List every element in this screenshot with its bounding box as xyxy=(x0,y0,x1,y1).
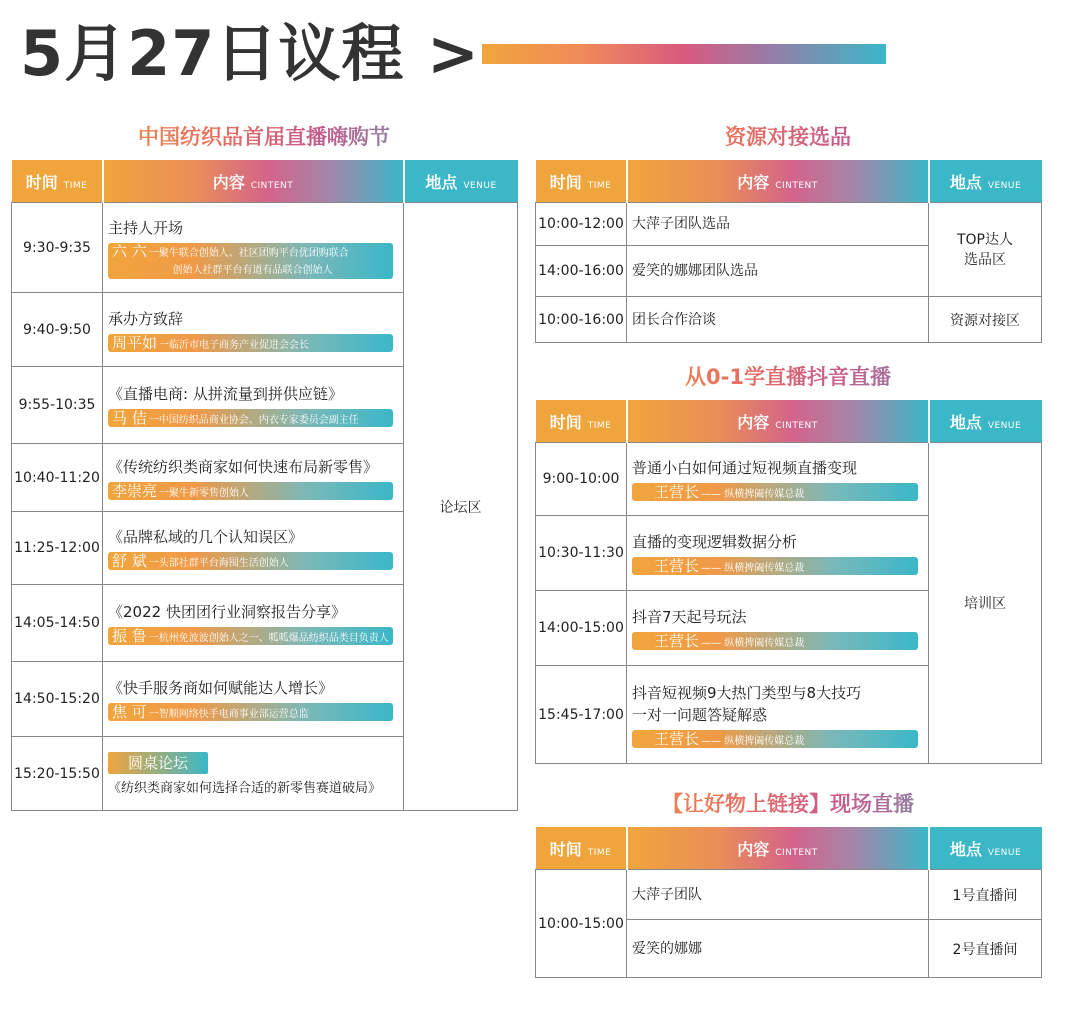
session-time: 10:00-16:00 xyxy=(536,297,627,343)
header-content: 内容 CINTENT xyxy=(627,827,929,870)
session-time: 11:25-12:00 xyxy=(12,512,103,585)
training-heading: 从0-1学直播抖音直播 xyxy=(535,361,1041,391)
session-time: 14:50-15:20 xyxy=(12,662,103,737)
speaker-badge: 王营长 —— 纵横捭阖传媒总裁 xyxy=(632,730,918,748)
session-time: 9:30-9:35 xyxy=(12,203,103,293)
forum-table xyxy=(11,160,518,811)
roundtable-tag: 圆桌论坛 xyxy=(108,752,208,774)
session-content xyxy=(627,443,929,516)
session-content xyxy=(103,367,404,444)
header-time: 时间 TIME xyxy=(536,400,627,443)
session-content: 团长合作洽谈 xyxy=(627,297,929,343)
session-content: 爱笑的娜娜团队选品 xyxy=(627,246,929,297)
table-row xyxy=(536,297,1042,343)
speaker-badge: 王营长 —— 纵横捭阖传媒总裁 xyxy=(632,483,918,501)
session-time: 10:40-11:20 xyxy=(12,444,103,512)
session-title: 普通小白如何通过短视频直播变现 xyxy=(632,459,858,477)
live-table xyxy=(535,827,1042,978)
speaker-badge: 马 佶 一中国纺织品商业协会、内衣专家委员会副主任 xyxy=(108,409,393,427)
session-content xyxy=(103,512,404,585)
session-content: 大萍子团队选品 xyxy=(627,203,929,246)
session-title: 主持人开场 xyxy=(108,218,184,237)
session-title: 《品牌私域的几个认知误区》 xyxy=(108,528,304,546)
live-venue: 2号直播间 xyxy=(929,920,1042,978)
resource-table xyxy=(535,160,1042,343)
session-time: 10:30-11:30 xyxy=(536,516,627,591)
forum-venue: 论坛区 xyxy=(404,203,518,811)
live-venue: 1号直播间 xyxy=(929,870,1042,920)
session-title-2: 一对一问题答疑解惑 xyxy=(632,705,768,724)
title-gradient-bar xyxy=(482,44,886,64)
session-content xyxy=(103,662,404,737)
session-title: 《2022 快团团行业洞察报告分享》 xyxy=(108,603,346,621)
table-row xyxy=(536,443,1042,516)
header-venue: 地点 VENUE xyxy=(929,160,1042,203)
resource-venue: 资源对接区 xyxy=(929,297,1042,343)
table-row xyxy=(536,870,1042,920)
session-time: 15:20-15:50 xyxy=(12,737,103,811)
speaker-badge: 王营长 —— 纵横捭阖传媒总裁 xyxy=(632,557,918,575)
header-time: 时间 TIME xyxy=(536,160,627,203)
speaker-badge: 周平如 一临沂市电子商务产业促进会会长 xyxy=(108,334,393,352)
session-title: 承办方致辞 xyxy=(108,309,184,328)
table-row xyxy=(12,203,518,293)
session-content xyxy=(627,591,929,666)
session-time: 10:00-15:00 xyxy=(536,870,627,978)
speaker-badge: 焦 可 一智顺网络快手电商事业部运营总监 xyxy=(108,703,393,721)
session-title: 《传统纺织类商家如何快速布局新零售》 xyxy=(108,457,379,476)
session-content xyxy=(627,516,929,591)
header-content: 内容 CINTENT xyxy=(103,160,404,203)
header-content: 内容 CINTENT xyxy=(627,160,929,203)
session-title: 《快手服务商如何赋能达人增长》 xyxy=(108,679,334,697)
session-time: 14:05-14:50 xyxy=(12,585,103,662)
session-time: 9:00-10:00 xyxy=(536,443,627,516)
header-time: 时间 TIME xyxy=(536,827,627,870)
session-title: 抖音短视频9大热门类型与8大技巧 xyxy=(632,683,862,702)
header-content: 内容 CINTENT xyxy=(627,400,929,443)
forum-heading: 中国纺织品首届直播嗨购节 xyxy=(11,121,517,151)
session-time: 14:00-16:00 xyxy=(536,246,627,297)
session-time: 10:00-12:00 xyxy=(536,203,627,246)
session-content: 爱笑的娜娜 xyxy=(627,920,929,978)
session-time: 9:40-9:50 xyxy=(12,293,103,367)
speaker-badge: 李崇亮 一聚牛新零售创始人 xyxy=(108,482,393,500)
speaker-badge: 振 鲁 一杭州免波波创始人之一、呱呱爆品纺织品类目负责人 xyxy=(108,627,393,645)
speaker-badge: 王营长 —— 纵横捭阖传媒总裁 xyxy=(632,632,918,650)
live-heading: 【让好物上链接】现场直播 xyxy=(535,788,1041,818)
header-venue: 地点 VENUE xyxy=(929,827,1042,870)
resource-heading: 资源对接选品 xyxy=(535,121,1041,151)
session-time: 9:55-10:35 xyxy=(12,367,103,444)
table-row xyxy=(536,203,1042,246)
session-content xyxy=(103,293,404,367)
speaker-badge: 六 六 一聚牛联合创始人、社区团购平台优团购联合 创始人社群平台有道有品联合创始人 xyxy=(108,243,393,279)
header-venue: 地点 VENUE xyxy=(404,160,518,203)
session-content: 大萍子团队 xyxy=(627,870,929,920)
session-subtitle: 《纺织类商家如何选择合适的新零售赛道破局》 xyxy=(108,780,382,796)
session-content xyxy=(103,203,404,293)
header-venue: 地点 VENUE xyxy=(929,400,1042,443)
session-title: 直播的变现逻辑数据分析 xyxy=(632,533,798,551)
session-content xyxy=(627,666,929,764)
session-title: 《直播电商: 从拼流量到拼供应链》 xyxy=(108,385,343,403)
training-table xyxy=(535,400,1042,764)
session-time: 15:45-17:00 xyxy=(536,666,627,764)
session-time: 14:00-15:00 xyxy=(536,591,627,666)
training-venue: 培训区 xyxy=(929,443,1042,764)
page-title: 5月27日议程 > xyxy=(20,17,480,90)
speaker-badge: 舒 斌 一头部社群平台海囤生活创始人 xyxy=(108,552,393,570)
top-venue: TOP达人 选品区 xyxy=(929,203,1042,297)
session-content xyxy=(103,444,404,512)
header-time: 时间 TIME xyxy=(12,160,103,203)
session-content xyxy=(103,585,404,662)
session-title: 抖音7天起号玩法 xyxy=(632,608,747,626)
session-content xyxy=(103,737,404,811)
